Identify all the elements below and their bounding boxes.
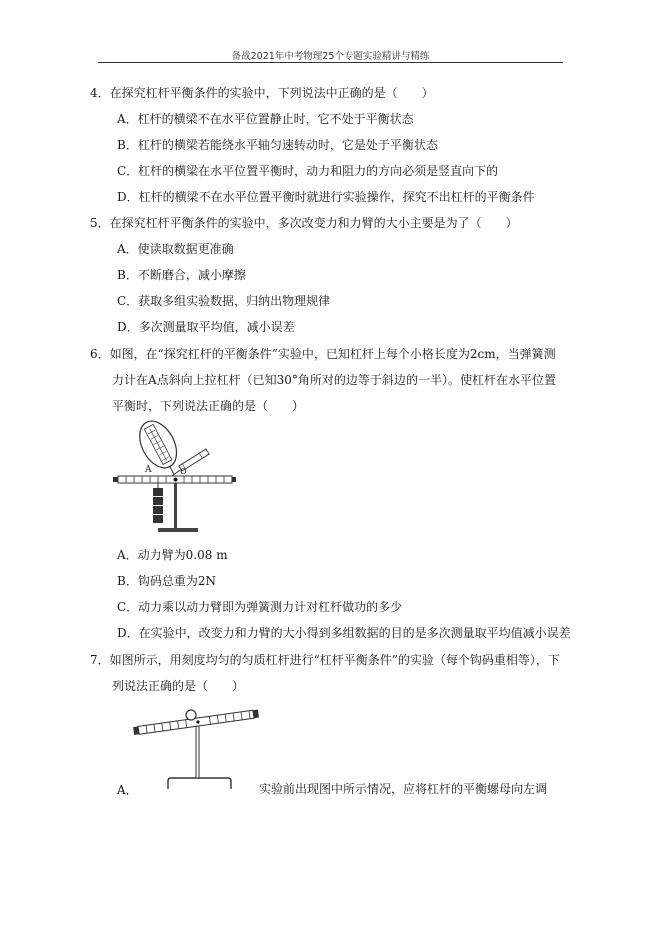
question-5-option-c: C．获取多组实验数据，归纳出物理规律	[117, 294, 331, 308]
pivot-ring	[186, 710, 196, 720]
stand-base	[168, 778, 231, 789]
stand-base	[158, 528, 198, 532]
question-7-option-a-prefix: A．	[117, 783, 138, 797]
question-4-option-d: D．杠杆的横梁不在水平位置平衡时就进行实验操作，探究不出杠杆的平衡条件	[117, 190, 535, 204]
question-5-stem: 5．在探究杠杆平衡条件的实验中，多次改变力和力臂的大小主要是为了（ ）	[90, 216, 518, 230]
tilted-lever-figure	[132, 700, 262, 795]
page-header: 备战2021年中考物理25个专题实验精讲与精练	[231, 51, 430, 62]
point-o-label: O	[180, 467, 187, 476]
question-5-option-d: D．多次测量取平均值，减小误差	[117, 320, 295, 334]
question-6-stem-line-1: 6．如图，在“探究杠杆的平衡条件”实验中，已知杠杆上每个小格长度为2cm，当弹簧测	[90, 347, 556, 361]
question-6-stem-line-2: 力计在A点斜向上拉杠杆（已知30°角所对的边等于斜边的一半）。使杠杆在水平位置	[112, 373, 556, 387]
question-6-option-c: C．动力乘以动力臂即为弹簧测力计对杠杆做功的多少	[117, 600, 403, 614]
header-rule	[98, 62, 563, 63]
question-6-option-a: A．动力臂为0.08 m	[117, 548, 228, 562]
question-6-stem-line-3: 平衡时，下列说法正确的是（ ）	[112, 399, 305, 413]
right-balance-nut	[232, 477, 236, 482]
hanging-weight	[153, 515, 163, 523]
left-balance-nut	[113, 477, 118, 482]
lever-spring-scale-figure	[112, 420, 237, 540]
question-6-option-b: B．钩码总重为2N	[117, 574, 216, 588]
question-7-stem-line-1: 7．如图所示，用刻度均匀的匀质杠杆进行“杠杆平衡条件”的实验（每个钩码重相等），下	[90, 653, 560, 667]
question-4-option-a: A．杠杆的横梁不在水平位置静止时，它不处于平衡状态	[117, 112, 414, 126]
hanging-weight	[153, 497, 163, 505]
pivot-point	[196, 720, 199, 723]
hanging-weight	[153, 488, 163, 496]
question-4-option-c: C．杠杆的横梁在水平位置平衡时，动力和阻力的方向必须是竖直向下的	[117, 164, 499, 178]
question-7-option-a-text: 实验前出现图中所示情况，应将杠杆的平衡螺母向左调	[259, 782, 548, 796]
question-5-option-b: B．不断磨合，减小摩擦	[117, 268, 246, 282]
question-4-stem: 4．在探究杠杆平衡条件的实验中，下列说法中正确的是（ ）	[90, 86, 434, 100]
stand-pole	[196, 720, 199, 778]
point-a-label: A	[145, 465, 152, 475]
question-6-option-d: D．在实验中，改变力和力臂的大小得到多组数据的目的是多次测量取平均值减小误差	[117, 626, 571, 640]
question-7-stem-line-2: 列说法正确的是（ ）	[112, 679, 245, 693]
pivot-point	[174, 478, 178, 482]
question-4-option-b: B．杠杆的横梁若能绕水平轴匀速转动时，它是处于平衡状态	[117, 138, 438, 152]
hanging-weight	[153, 506, 163, 514]
stand-pole	[174, 482, 177, 529]
question-5-option-a: A．使读取数据更准确	[117, 242, 234, 256]
